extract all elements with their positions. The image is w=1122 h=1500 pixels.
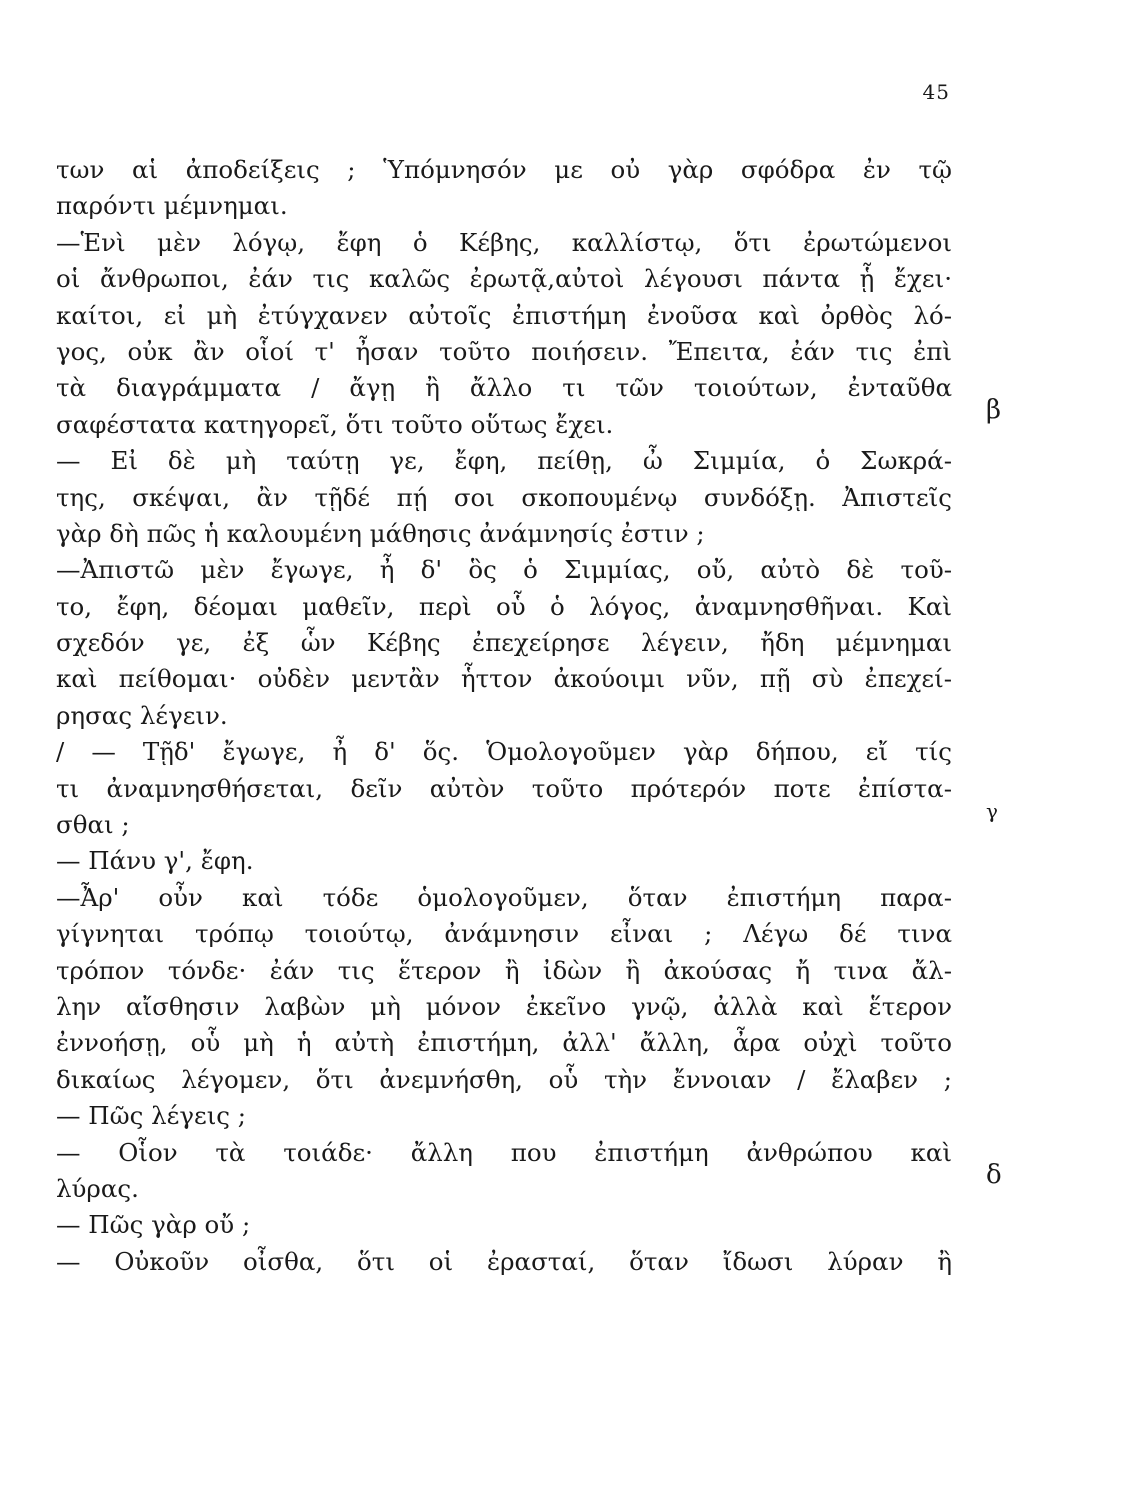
text-line-27: — Πῶς λέγεις ; bbox=[56, 1101, 247, 1131]
text-line-6: γος, οὐκ ἂν οἷοί τ' ἦσαν τοῦτο ποιήσειν. Ἔπειτα, ἐάν τις ἐπὶ bbox=[56, 336, 952, 366]
text-line-2: παρόντι μέμνημαι. bbox=[56, 191, 288, 221]
text-line-12: —Ἀπιστῶ μὲν ἔγωγε, ἦ δ' ὃς ὁ Σιμμίας, οὔ, αὐτὸ δὲ τοῦ- bbox=[56, 555, 952, 585]
text-line-19: σθαι ; bbox=[56, 810, 130, 840]
text-line-28: — Οἷον τὰ τοιάδε· ἄλλη που ἐπιστήμη ἀνθρώπου καὶ bbox=[56, 1137, 952, 1167]
text-line-13: το, ἔφη, δέομαι μαθεῖν, περὶ οὗ ὁ λόγος, ἀναμνησθῆναι. Καὶ bbox=[56, 591, 952, 621]
text-line-25: ἐννοήσῃ, οὗ μὴ ἡ αὐτὴ ἐπιστήμη, ἀλλ' ἄλλη, ἆρα οὐχὶ τοῦτο bbox=[56, 1028, 952, 1058]
text-line-3: —Ἑνὶ μὲν λόγῳ, ἔφη ὁ Κέβης, καλλίστῳ, ὅτι ἐρωτώμενοι bbox=[56, 227, 952, 257]
text-line-8: σαφέστατα κατηγορεῖ, ὅτι τοῦτο οὕτως ἔχει. bbox=[56, 409, 614, 439]
text-line-17: / — Τῇδ' ἔγωγε, ἦ δ' ὅς. Ὁμολογοῦμεν γὰρ δήπου, εἴ τίς bbox=[56, 737, 952, 767]
text-line-20: — Πάνυ γ', ἔφη. bbox=[56, 846, 254, 876]
text-line-7: τὰ διαγράμματα / ἄγῃ ἢ ἄλλο τι τῶν τοιούτων, ἐνταῦθα bbox=[56, 373, 952, 403]
text-line-16: ρησας λέγειν. bbox=[56, 700, 228, 730]
text-line-21: —Ἆρ' οὖν καὶ τόδε ὁμολογοῦμεν, ὅταν ἐπιστήμη παρα- bbox=[56, 882, 952, 912]
text-line-4: οἱ ἄνθρωποι, ἐάν τις καλῶς ἐρωτᾷ,αὐτοὶ λέγουσι πάντα ᾗ ἔχει· bbox=[56, 264, 952, 294]
text-line-5: καίτοι, εἰ μὴ ἐτύγχανεν αὐτοῖς ἐπιστήμη ἐνοῦσα καὶ ὀρθὸς λό- bbox=[56, 300, 952, 330]
text-line-22: γίγνηται τρόπῳ τοιούτῳ, ἀνάμνησιν εἶναι ; Λέγω δέ τινα bbox=[56, 919, 952, 949]
text-line-31: — Οὐκοῦν οἶσθα, ὅτι οἱ ἐρασταί, ὅταν ἴδωσι λύραν ἢ bbox=[56, 1246, 952, 1276]
greek-text-body bbox=[56, 152, 952, 1280]
text-line-15: καὶ πείθομαι· οὐδὲν μεντἂν ἧττον ἀκούοιμι νῦν, πῇ σὺ ἐπεχεί- bbox=[56, 664, 952, 694]
margin-section-marker-beta: β bbox=[986, 395, 1002, 426]
text-line-26: δικαίως λέγομεν, ὅτι ἀνεμνήσθη, οὗ τὴν ἔννοιαν / ἔλαβεν ; bbox=[56, 1064, 952, 1094]
page-number: 45 bbox=[922, 80, 950, 104]
text-line-1: των αἱ ἀποδείξεις ; Ὑπόμνησόν με οὐ γὰρ σφόδρα ἐν τῷ bbox=[56, 155, 952, 184]
text-line-10: της, σκέψαι, ἂν τῇδέ πῄ σοι σκοπουμένῳ συνδόξῃ. Ἀπιστεῖς bbox=[56, 482, 952, 512]
text-line-11: γὰρ δὴ πῶς ἡ καλουμένη μάθησις ἀνάμνησίς ἐστιν ; bbox=[56, 518, 705, 548]
text-line-30: — Πῶς γὰρ οὔ ; bbox=[56, 1210, 251, 1240]
text-line-29: λύρας. bbox=[56, 1173, 139, 1203]
text-line-14: σχεδόν γε, ἐξ ὧν Κέβης ἐπεχείρησε λέγειν, ἤδη μέμνημαι bbox=[56, 628, 952, 658]
margin-section-marker-delta: δ bbox=[986, 1159, 1002, 1190]
text-line-9: — Εἰ δὲ μὴ ταύτῃ γε, ἔφη, πείθῃ, ὦ Σιμμία, ὁ Σωκρά- bbox=[56, 446, 952, 476]
text-line-18: τι ἀναμνησθήσεται, δεῖν αὐτὸν τοῦτο πρότερόν ποτε ἐπίστα- bbox=[56, 773, 952, 803]
text-line-23: τρόπον τόνδε· ἐάν τις ἕτερον ἢ ἰδὼν ἢ ἀκούσας ἤ τινα ἄλ- bbox=[56, 955, 952, 985]
text-line-24: λην αἴσθησιν λαβὼν μὴ μόνον ἐκεῖνο γνῷ, ἀλλὰ καὶ ἕτερον bbox=[56, 991, 952, 1021]
margin-section-marker-gamma: γ bbox=[986, 798, 998, 823]
